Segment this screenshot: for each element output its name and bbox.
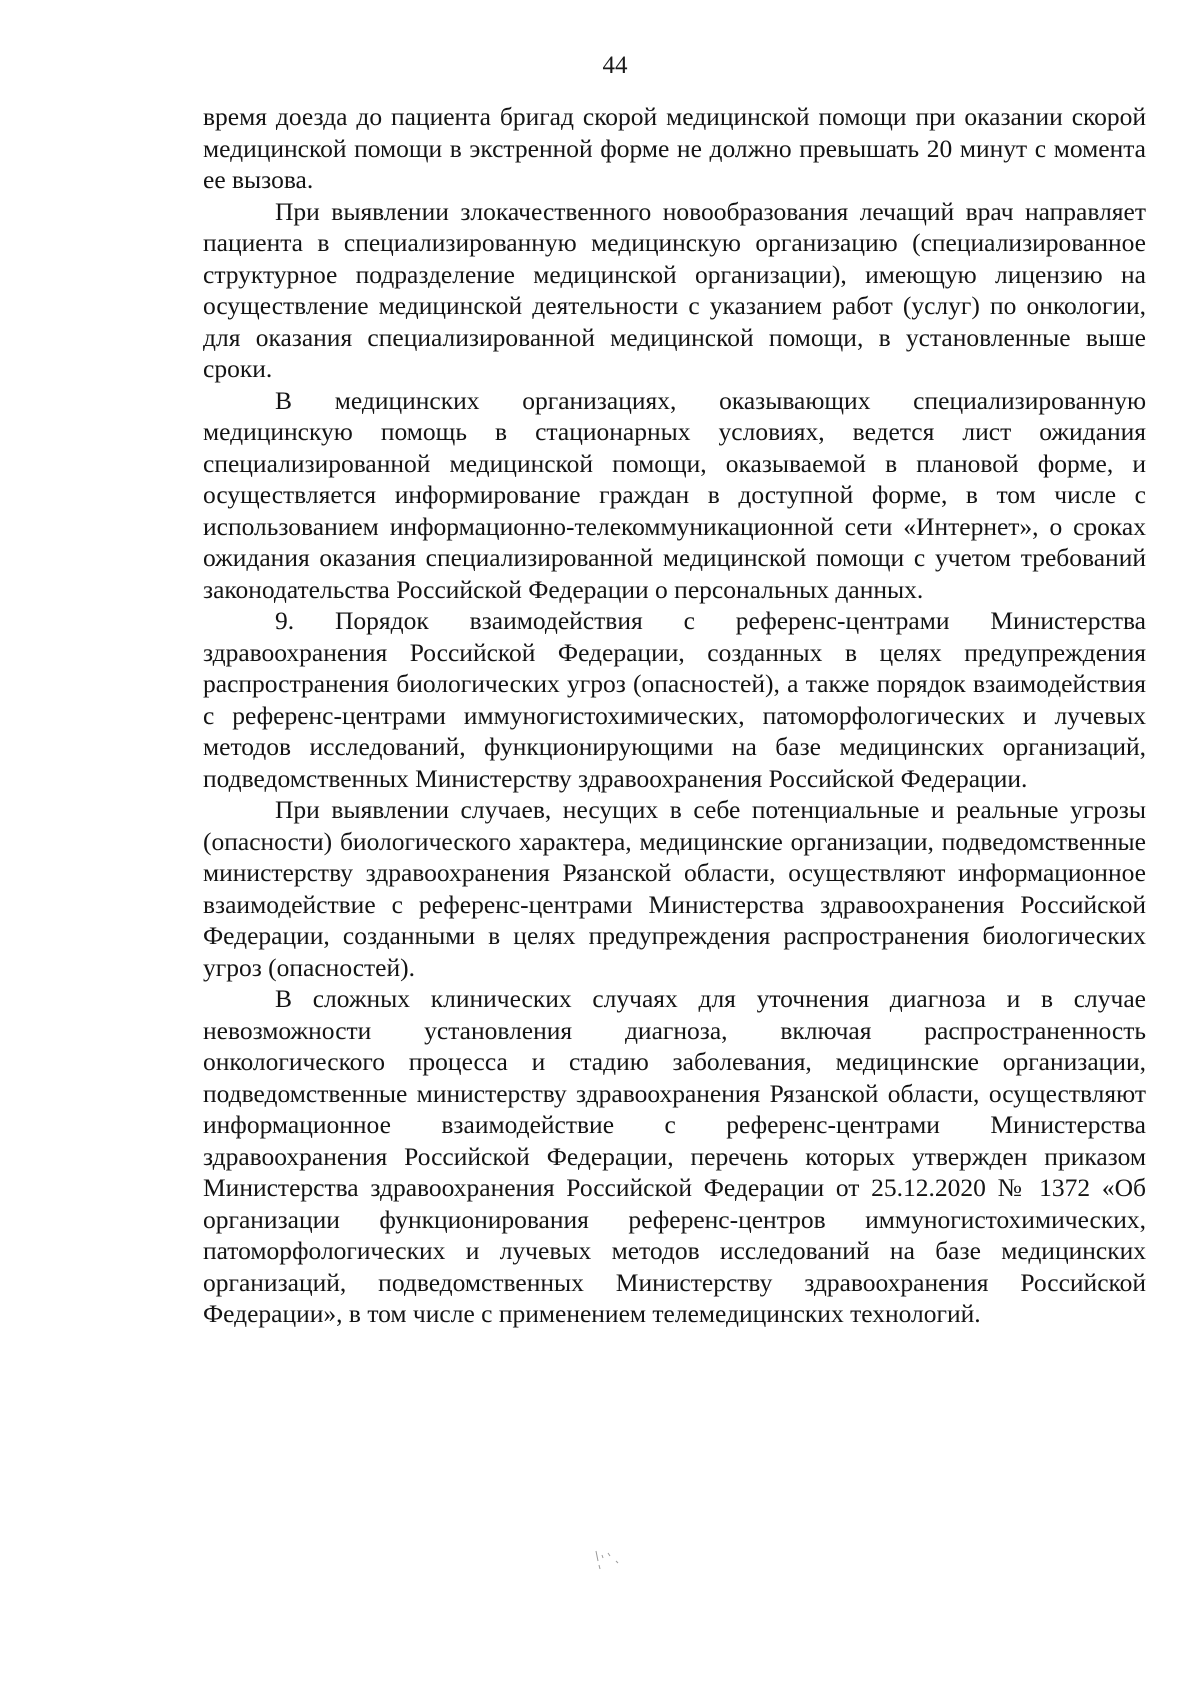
page-number: 44 [602,52,628,79]
paragraph-complex-cases: В сложных клинических случаях для уточнения диагноза и в случае невозможности установления диагноза, включая распространенность онкологического процесса и стадию заболевания, медицинские организации, подведомственные министерству здравоохранения Рязанской области, осуществляют информационное взаимодействие с референс-центрами Министерства здравоохранения Российской Федерации, перечень которых утвержден приказом Министерства здравоохранения Российской Федерации от 25.12.2020 № 1372 «Об организации функционирования референс-центров иммуногистохимических, патоморфологических и лучевых методов исследований на базе медицинских организаций, подведомственных Министерству здравоохранения Российской Федерации», в том числе с применением телемедицинских технологий. [203,984,1146,1328]
paragraph-biological-threats: При выявлении случаев, несущих в себе потенциальные и реальные угрозы (опасности) биологического характера, медицинские организации, подведомственные министерству здравоохранения Рязанской области, осуществляют информационное взаимодействие с референс-центрами Министерства здравоохранения Российской Федерации, созданными в целях предупреждения распространения биологических угроз (опасностей). [203,795,1146,982]
paragraph-oncology-referral: При выявлении злокачественного новообразования лечащий врач направляет пациента в специализированную медицинскую организацию (специализированное структурное подразделение медицинской организации), имеющую лицензию на осуществление медицинской деятельности с указанием работ (услуг) по онкологии, для оказания специализированной медицинской помощи, в установленные выше сроки. [203,196,1146,383]
scan-artifact-marks [590,1547,650,1587]
section-9-heading-paragraph: 9. Порядок взаимодействия с референс-центрами Министерства здравоохранения Российской Федерации, созданных в целях предупреждения распространения биологических угроз (опасностей), а также порядок взаимодействия с референс-центрами иммуногистохимических, патоморфологических и лучевых методов исследований, функционирующими на базе медицинских организаций, подведомственных Министерству здравоохранения Российской Федерации. [203,606,1146,793]
paragraph-waiting-list: В медицинских организациях, оказывающих специализированную медицинскую помощь в стационарных условиях, ведется лист ожидания специализированной медицинской помощи, оказываемой в плановой форме, и осуществляется информирование граждан в доступной форме, в том числе с использованием информационно-телекоммуникационной сети «Интернет», о сроках ожидания оказания специализированной медицинской помощи с учетом требований законодательства Российской Федерации о персональных данных. [203,385,1146,604]
paragraph-ambulance-time: время доезда до пациента бригад скорой медицинской помощи при оказании скорой медицинской помощи в экстренной форме не должно превышать 20 минут с момента ее вызова. [203,102,1146,194]
document-body [203,101,1146,1330]
